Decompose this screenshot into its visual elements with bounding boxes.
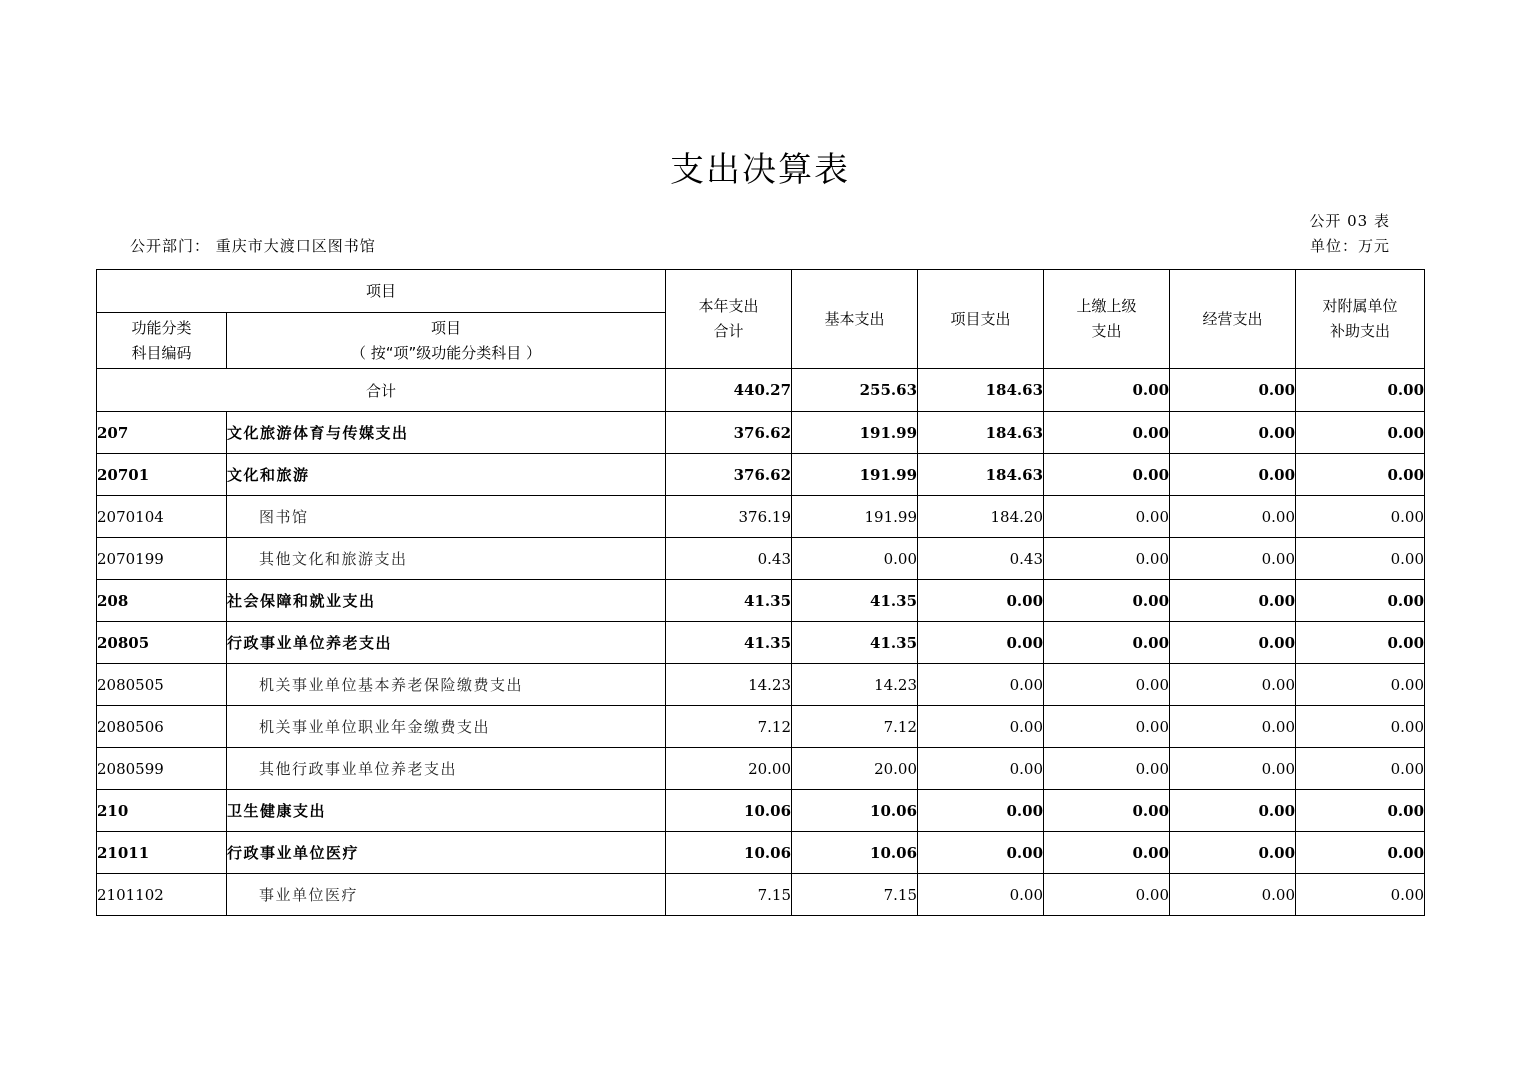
table-row <box>97 496 1425 538</box>
row-cell: 0.00 <box>1296 538 1425 580</box>
row-cell: 0.00 <box>1170 580 1296 622</box>
header-code-line2: 科目编码 <box>131 343 192 362</box>
row-cell: 41.35 <box>792 580 918 622</box>
row-cell: 10.06 <box>666 790 792 832</box>
table-row <box>97 580 1425 622</box>
total-cell: 0.00 <box>1296 369 1425 412</box>
row-name: 社会保障和就业支出 <box>227 580 666 622</box>
row-cell: 0.00 <box>1296 580 1425 622</box>
row-cell: 0.00 <box>1170 790 1296 832</box>
row-code: 2080506 <box>97 706 227 748</box>
row-cell: 0.00 <box>1044 412 1170 454</box>
row-name: 行政事业单位养老支出 <box>227 622 666 664</box>
row-cell: 10.06 <box>792 832 918 874</box>
row-cell: 376.19 <box>666 496 792 538</box>
row-cell: 191.99 <box>792 412 918 454</box>
row-cell: 0.00 <box>918 748 1044 790</box>
row-code: 20805 <box>97 622 227 664</box>
table-row <box>97 664 1425 706</box>
row-code: 21011 <box>97 832 227 874</box>
unit-label: 单位：万元 <box>1309 237 1390 255</box>
row-cell: 20.00 <box>792 748 918 790</box>
row-cell: 0.00 <box>1044 622 1170 664</box>
row-code: 2080599 <box>97 748 227 790</box>
header-business: 经营支出 <box>1170 270 1296 369</box>
row-name: 其他文化和旅游支出 <box>227 538 666 580</box>
table-row <box>97 538 1425 580</box>
row-cell: 0.00 <box>1170 412 1296 454</box>
row-cell: 0.00 <box>1044 580 1170 622</box>
table-row <box>97 622 1425 664</box>
header-code-line1: 功能分类 <box>131 318 192 337</box>
row-cell: 0.00 <box>918 580 1044 622</box>
table-row <box>97 874 1425 916</box>
row-cell: 0.00 <box>918 874 1044 916</box>
header-project: 项目支出 <box>918 270 1044 369</box>
table-row <box>97 454 1425 496</box>
row-name: 图书馆 <box>227 496 666 538</box>
row-cell: 7.15 <box>666 874 792 916</box>
row-cell: 191.99 <box>792 496 918 538</box>
row-cell: 0.00 <box>1044 706 1170 748</box>
header-name-line1: 项目 <box>431 318 462 337</box>
row-cell: 0.00 <box>1044 664 1170 706</box>
row-code: 207 <box>97 412 227 454</box>
row-name: 机关事业单位基本养老保险缴费支出 <box>227 664 666 706</box>
row-cell: 0.00 <box>1044 454 1170 496</box>
row-cell: 191.99 <box>792 454 918 496</box>
row-cell: 0.00 <box>1044 496 1170 538</box>
header-upper <box>1044 270 1170 369</box>
row-name: 卫生健康支出 <box>227 790 666 832</box>
row-cell: 41.35 <box>666 622 792 664</box>
row-cell: 0.00 <box>1170 706 1296 748</box>
row-code: 2080505 <box>97 664 227 706</box>
page-title: 支出决算表 <box>670 150 850 190</box>
row-cell: 0.00 <box>1170 622 1296 664</box>
row-cell: 184.63 <box>918 412 1044 454</box>
row-cell: 0.00 <box>918 832 1044 874</box>
row-cell: 0.00 <box>1044 748 1170 790</box>
form-number: 公开 03 表 <box>1309 212 1390 230</box>
total-cell: 255.63 <box>792 369 918 412</box>
row-cell: 0.00 <box>918 706 1044 748</box>
row-cell: 184.20 <box>918 496 1044 538</box>
row-cell: 376.62 <box>666 454 792 496</box>
table-row <box>97 748 1425 790</box>
row-cell: 0.43 <box>666 538 792 580</box>
row-cell: 0.43 <box>918 538 1044 580</box>
header-total-line1: 本年支出 <box>698 297 759 315</box>
row-cell: 0.00 <box>1296 412 1425 454</box>
row-cell: 0.00 <box>1296 748 1425 790</box>
total-cell: 0.00 <box>1044 369 1170 412</box>
row-cell: 0.00 <box>1044 832 1170 874</box>
row-cell: 0.00 <box>1044 538 1170 580</box>
row-cell: 0.00 <box>1296 454 1425 496</box>
row-name: 机关事业单位职业年金缴费支出 <box>227 706 666 748</box>
row-cell: 0.00 <box>918 790 1044 832</box>
row-cell: 0.00 <box>1044 874 1170 916</box>
row-cell: 0.00 <box>918 664 1044 706</box>
total-cell: 0.00 <box>1170 369 1296 412</box>
row-name: 文化旅游体育与传媒支出 <box>227 412 666 454</box>
row-cell: 0.00 <box>1296 664 1425 706</box>
header-basic: 基本支出 <box>792 270 918 369</box>
row-code: 2070199 <box>97 538 227 580</box>
row-cell: 0.00 <box>918 622 1044 664</box>
row-cell: 0.00 <box>1170 496 1296 538</box>
row-cell: 0.00 <box>1170 874 1296 916</box>
header-code <box>97 313 227 369</box>
row-cell: 10.06 <box>666 832 792 874</box>
row-cell: 0.00 <box>1170 748 1296 790</box>
row-cell: 0.00 <box>792 538 918 580</box>
row-cell: 0.00 <box>1170 538 1296 580</box>
table-row <box>97 706 1425 748</box>
row-cell: 0.00 <box>1296 622 1425 664</box>
row-cell: 0.00 <box>1296 874 1425 916</box>
row-code: 208 <box>97 580 227 622</box>
row-name: 其他行政事业单位养老支出 <box>227 748 666 790</box>
header-subsidy <box>1296 270 1425 369</box>
row-cell: 10.06 <box>792 790 918 832</box>
row-cell: 14.23 <box>792 664 918 706</box>
row-code: 2101102 <box>97 874 227 916</box>
row-cell: 0.00 <box>1296 706 1425 748</box>
total-cell: 440.27 <box>666 369 792 412</box>
row-cell: 184.63 <box>918 454 1044 496</box>
row-code: 2070104 <box>97 496 227 538</box>
row-cell: 41.35 <box>666 580 792 622</box>
row-name: 事业单位医疗 <box>227 874 666 916</box>
table-row <box>97 832 1425 874</box>
total-label: 合计 <box>97 369 666 412</box>
row-cell: 0.00 <box>1170 454 1296 496</box>
header-upper-line1: 上缴上级 <box>1076 297 1137 315</box>
header-subsidy-line2: 补助支出 <box>1330 322 1391 340</box>
expenditure-table <box>96 269 1425 916</box>
row-cell: 41.35 <box>792 622 918 664</box>
total-row <box>97 369 1425 412</box>
row-cell: 0.00 <box>1296 790 1425 832</box>
table-row <box>97 412 1425 454</box>
department-label: 公开部门： 重庆市大渡口区图书馆 <box>130 237 376 255</box>
row-name: 行政事业单位医疗 <box>227 832 666 874</box>
row-cell: 0.00 <box>1170 832 1296 874</box>
table-row <box>97 790 1425 832</box>
row-cell: 7.12 <box>792 706 918 748</box>
row-cell: 14.23 <box>666 664 792 706</box>
header-name-line2: （ 按“项”级功能分类科目 ） <box>350 343 542 362</box>
row-cell: 0.00 <box>1044 790 1170 832</box>
header-name <box>227 313 666 369</box>
row-cell: 0.00 <box>1296 832 1425 874</box>
row-cell: 376.62 <box>666 412 792 454</box>
row-cell: 0.00 <box>1170 664 1296 706</box>
total-cell: 184.63 <box>918 369 1044 412</box>
row-cell: 20.00 <box>666 748 792 790</box>
row-cell: 0.00 <box>1296 496 1425 538</box>
header-item-group: 项目 <box>97 270 666 313</box>
row-name: 文化和旅游 <box>227 454 666 496</box>
row-code: 20701 <box>97 454 227 496</box>
row-code: 210 <box>97 790 227 832</box>
header-subsidy-line1: 对附属单位 <box>1322 297 1398 315</box>
header-upper-line2: 支出 <box>1091 322 1122 340</box>
header-total-line2: 合计 <box>713 322 744 340</box>
row-cell: 7.12 <box>666 706 792 748</box>
header-total <box>666 270 792 369</box>
row-cell: 7.15 <box>792 874 918 916</box>
